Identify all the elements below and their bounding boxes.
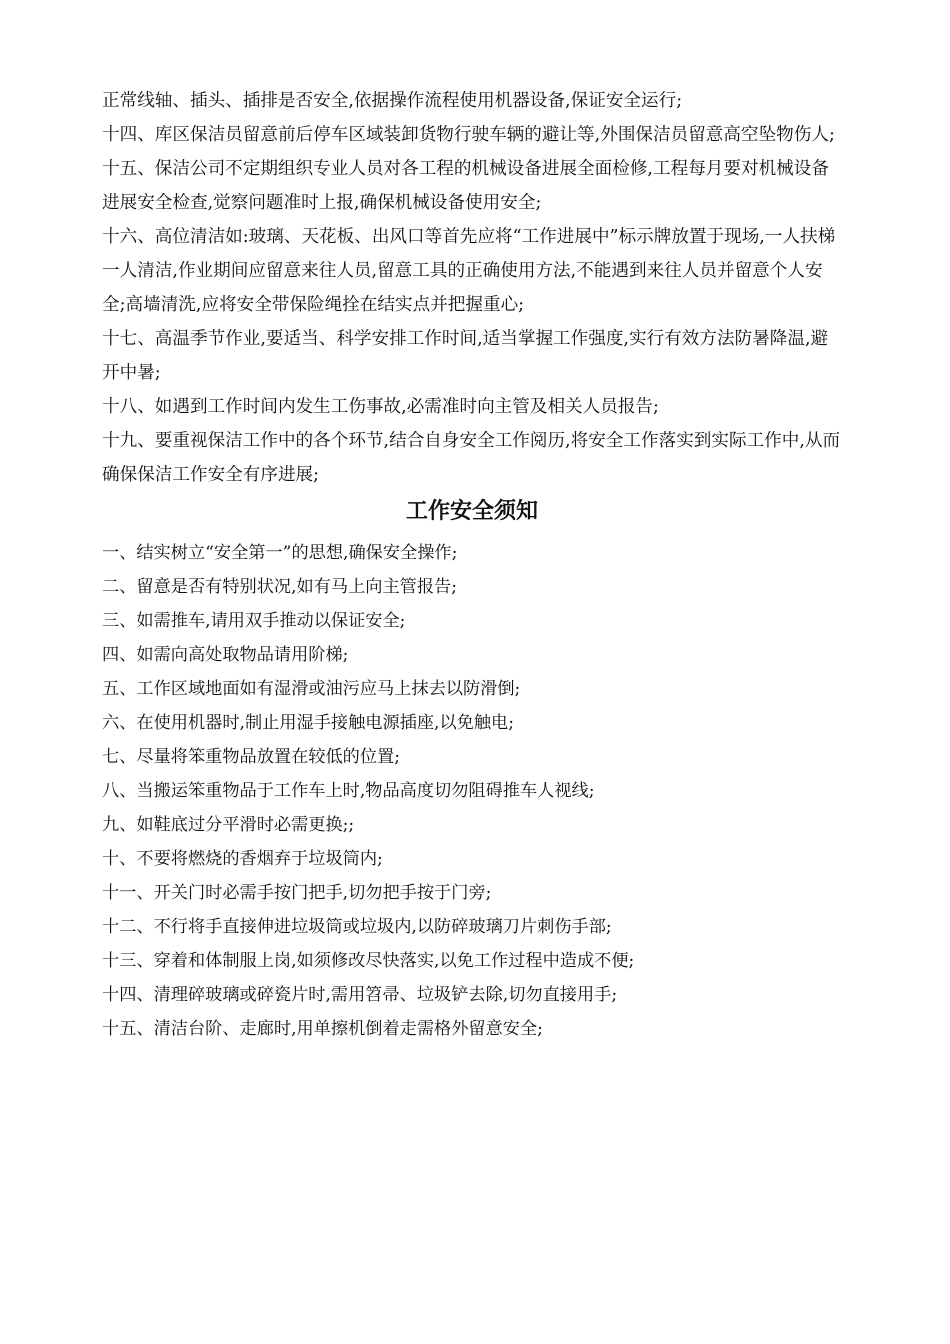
list-item: 十二、不行将手直接伸进垃圾筒或垃圾内,以防碎玻璃刀片刺伤手部; bbox=[102, 917, 612, 937]
list-item: 四、如需向高处取物品请用阶梯; bbox=[102, 645, 349, 665]
list-item: 九、如鞋底过分平滑时必需更换;; bbox=[102, 815, 355, 835]
rule-paragraph: 正常线轴、插头、插排是否安全,依据操作流程使用机器设备,保证安全运行; bbox=[102, 91, 683, 111]
list-item: 七、尽量将笨重物品放置在较低的位置; bbox=[102, 747, 400, 767]
list-item: 十三、穿着和体制服上岗,如须修改尽快落实,以免工作过程中造成不便; bbox=[102, 951, 635, 971]
continued-rules bbox=[102, 84, 842, 492]
section-title: 工作安全须知 bbox=[405, 499, 538, 524]
list-item: 一、结实树立“安全第一”的思想,确保安全操作; bbox=[102, 543, 458, 563]
list-item: 十一、开关门时必需手按门把手,切勿把手按于门旁; bbox=[102, 883, 492, 903]
rule-paragraph: 十八、如遇到工作时间内发生工伤事故,必需准时向主管及相关人员报告; bbox=[102, 397, 659, 417]
rule-paragraph: 十七、高温季节作业,要适当、科学安排工作时间,适当掌握工作强度,实行有效方法防暑降温,避开中暑; bbox=[102, 329, 829, 383]
list-item: 六、在使用机器时,制止用湿手接触电源插座,以免触电; bbox=[102, 713, 515, 733]
list-item: 十五、清洁台阶、走廊时,用单擦机倒着走需格外留意安全; bbox=[102, 1019, 543, 1039]
rule-paragraph: 十九、要重视保洁工作中的各个环节,结合自身安全工作阅历,将安全工作落实到实际工作中,从而确保保洁工作安全有序进展; bbox=[102, 431, 841, 485]
list-item: 十四、清理碎玻璃或碎瓷片时,需用笤帚、垃圾铲去除,切勿直接用手; bbox=[102, 985, 618, 1005]
list-item: 十、不要将燃烧的香烟弃于垃圾筒内; bbox=[102, 849, 383, 869]
safety-notice-list bbox=[102, 536, 842, 1046]
list-item: 五、工作区域地面如有湿滑或油污应马上抹去以防滑倒; bbox=[102, 679, 521, 699]
list-item: 三、如需推车,请用双手推动以保证安全; bbox=[102, 611, 406, 631]
list-item: 八、当搬运笨重物品于工作车上时,物品高度切勿阻碍推车人视线; bbox=[102, 781, 595, 801]
rule-paragraph: 十六、高位清洁如:玻璃、天花板、出风口等首先应将“工作进展中”标示牌放置于现场,一人扶梯一人清洁,作业期间应留意来往人员,留意工具的正确使用方法,不能遇到来往人员并留意个人安全;高墙清洗,应将安全带保险绳拴在结实点并把握重心; bbox=[102, 227, 836, 315]
list-item: 二、留意是否有特别状况,如有马上向主管报告; bbox=[102, 577, 458, 597]
rule-paragraph: 十五、保洁公司不定期组织专业人员对各工程的机械设备进展全面检修,工程每月要对机械设备进展安全检查,觉察问题准时上报,确保机械设备使用安全; bbox=[102, 159, 829, 213]
document-page bbox=[102, 84, 842, 1046]
rule-paragraph: 十四、库区保洁员留意前后停车区域装卸货物行驶车辆的避让等,外围保洁员留意高空坠物伤人; bbox=[102, 125, 835, 145]
